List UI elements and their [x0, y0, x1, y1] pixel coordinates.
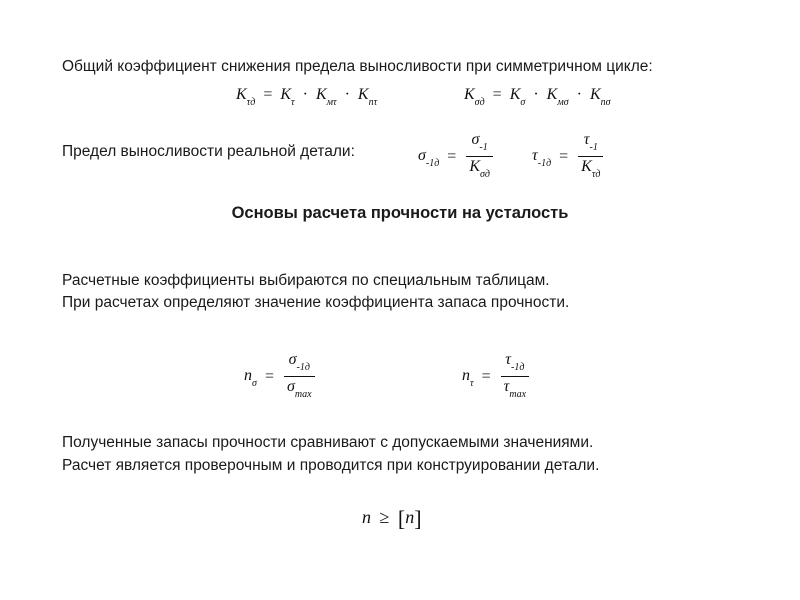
symbol: n	[362, 507, 371, 528]
denominator	[284, 377, 315, 403]
subscript: мσ	[557, 97, 569, 109]
symbol: K	[509, 86, 521, 103]
symbol-char: σ	[471, 131, 480, 148]
subscript: σд	[474, 97, 485, 109]
symbol: K	[236, 86, 247, 103]
symbol-char: σ	[418, 146, 426, 164]
equals-sign: =	[481, 367, 491, 385]
denominator	[578, 157, 603, 183]
subscript: σд	[479, 169, 490, 181]
formula-condition	[362, 506, 422, 532]
subscript: мτ	[326, 97, 337, 109]
symbol-char: τ	[505, 351, 511, 368]
numerator	[286, 350, 313, 376]
subscript: τд	[591, 169, 601, 181]
symbol: K	[357, 86, 369, 103]
fraction	[578, 130, 603, 183]
text-line-6: Расчет является проверочным и проводится при конструировании детали.	[62, 457, 600, 474]
subscript: -1д	[511, 362, 525, 374]
equals-sign: =	[263, 86, 273, 103]
symbol-char: τ	[503, 378, 510, 396]
subscript: τ	[470, 377, 474, 389]
symbol-char: n	[462, 366, 470, 384]
subscript: τд	[246, 97, 256, 109]
subscript: σ	[252, 377, 257, 389]
text-line-5: Полученные запасы прочности сравнивают с допускаемыми значениями.	[62, 434, 594, 451]
subscript: τ	[291, 97, 295, 109]
subscript: -1д	[296, 362, 310, 374]
symbol: K	[589, 86, 601, 103]
symbol: K	[280, 86, 292, 103]
formula-tau-limit	[532, 130, 605, 183]
symbol	[532, 146, 552, 169]
subscript: max	[509, 389, 527, 401]
text-line-3: Расчетные коэффициенты выбираются по специальным таблицам.	[62, 272, 550, 289]
formula-sigma-limit	[418, 130, 495, 183]
fraction	[466, 130, 493, 183]
subscript: σ	[520, 97, 526, 109]
dot-operator: ·	[344, 86, 350, 103]
subscript: пσ	[600, 97, 611, 109]
symbol: K	[315, 86, 327, 103]
subscript: -1д	[425, 157, 440, 169]
subscript: -1	[479, 142, 488, 154]
symbol: K	[464, 86, 475, 103]
equals-sign: =	[559, 147, 569, 165]
fraction	[284, 350, 315, 403]
subscript: -1д	[537, 157, 552, 169]
equals-sign: =	[264, 367, 274, 385]
close-bracket: ]	[414, 506, 422, 531]
symbol-char: K	[469, 158, 480, 176]
equals-sign: =	[492, 86, 502, 103]
symbol: n	[405, 507, 415, 528]
formula-k-tau-d	[236, 86, 378, 109]
symbol-char: τ	[583, 131, 590, 148]
numerator	[469, 130, 491, 156]
symbol-char: σ	[286, 378, 295, 396]
numerator	[502, 350, 527, 376]
text-line-4: При расчетах определяют значение коэффициента запаса прочности.	[62, 294, 570, 311]
symbol-char: n	[244, 366, 252, 384]
symbol: K	[546, 86, 558, 103]
symbol-char: K	[581, 158, 592, 176]
subscript: -1	[589, 142, 598, 154]
symbol	[418, 146, 440, 169]
subscript: max	[294, 389, 312, 401]
greater-equal-sign: ≥	[379, 507, 390, 528]
symbol-char: τ	[532, 146, 538, 164]
formula-k-sigma-d	[464, 86, 611, 109]
subscript: пτ	[368, 97, 378, 109]
symbol	[462, 366, 474, 389]
numerator	[581, 130, 601, 156]
dot-operator: ·	[302, 86, 308, 103]
text-line-2: Предел выносливости реальной детали:	[62, 143, 355, 160]
symbol	[244, 366, 257, 389]
symbol-char: σ	[288, 351, 297, 368]
dot-operator: ·	[533, 86, 539, 103]
formula-n-sigma	[244, 350, 317, 403]
text-line-1: Общий коэффициент снижения предела выносливости при симметричном цикле:	[62, 58, 653, 75]
denominator	[501, 377, 529, 403]
dot-operator: ·	[576, 86, 582, 103]
open-bracket: [	[397, 506, 406, 531]
fraction	[501, 350, 529, 403]
denominator	[466, 157, 493, 183]
formula-n-tau	[462, 350, 531, 403]
equals-sign: =	[447, 147, 457, 165]
section-heading: Основы расчета прочности на усталость	[231, 204, 569, 222]
